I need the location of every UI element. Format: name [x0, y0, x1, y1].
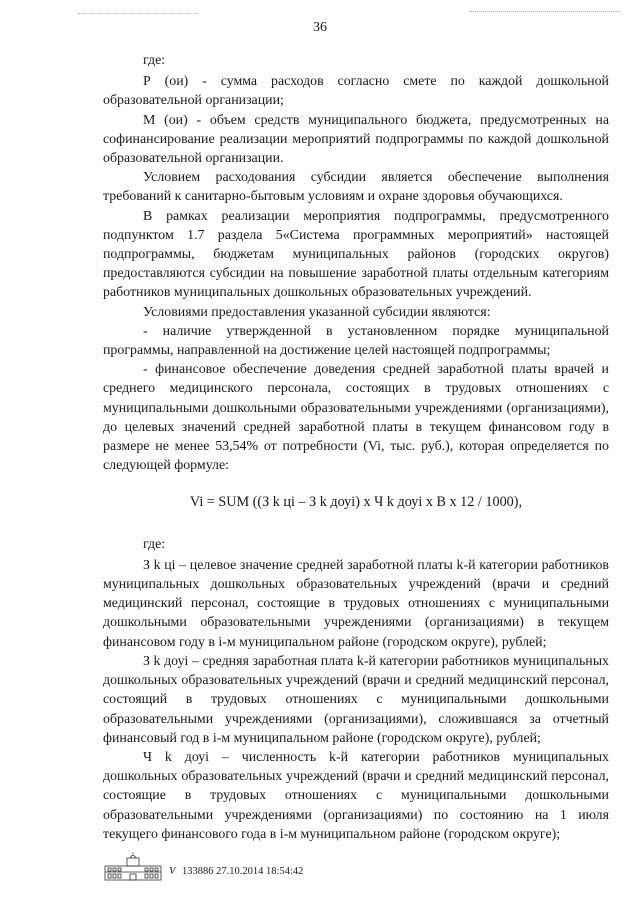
- definition-z-k-doui: З k доуi – средняя заработная плата k-й категории работников муниципальных дошкольных образовательных учреждений (врачи и средний медицинский персонал, состоящий в трудовых отношениях с муниципальными дошкольными образовательными учреждениями (организациями), сложившаяся за отчетный финансовый год в i-м муниципальном районе (городском округе), рублей;: [103, 653, 609, 746]
- registration-stamp: [169, 866, 303, 877]
- bullet-financing: - финансовое обеспечение доведения средней заработной платы врачей и среднего медицинского персонала, состоящих в трудовых отношениях с муниципальными дошкольными образовательными учреждениями (организациями), до целевых значений средней заработной платы в текущем финансовом году в размере не менее 53,54% от потребности (Vi, тыс. руб.), которая определяется по следующей формуле:: [103, 362, 609, 474]
- document-footer: [103, 852, 403, 884]
- paragraph-framework: В рамках реализации мероприятия подпрограммы, предусмотренного подпунктом 1.7 раздела 5«Система программных мероприятий» настоящей подпрограммы, бюджетам муниципальных районов (городских округов) предоставляются субсидии на повышение заработной платы отдельным категориям работников муниципальных дошкольных образовательных учреждений.: [103, 208, 609, 301]
- page-number: 36: [313, 20, 327, 35]
- paragraph-conditions-intro: Условиями предоставления указанной субсидии являются:: [143, 304, 491, 320]
- paragraph-condition: Условием расходования субсидии является обеспечение выполнения требований к санитарно-бытовым условиям и охране здоровья обучающихся.: [103, 170, 609, 205]
- scan-artifact-top-right: [470, 11, 620, 15]
- stamp-mark: V: [169, 866, 176, 877]
- formula: Vi = SUM ((З k цi – З k доуi) х Ч k доуi х В х 12 / 1000),: [189, 494, 523, 511]
- stamp-id-datetime: 133886 27.10.2014 18:54:42: [182, 866, 304, 877]
- definition-ch-k-doui: Ч k доуi – численность k-й категории работников муниципальных дошкольных образовательных учреждений (врачи и средний медицинский персонал, состоящие в трудовых отношениях с муниципальными дошкольными образовательными учреждениями (организациями) по состоянию на 1 июля текущего финансового года в i-м муниципальном районе (городском округе);: [103, 749, 609, 842]
- where-label-2: где:: [143, 536, 166, 552]
- definition-z-k-ci: З k цi – целевое значение средней заработной платы k-й категории работников муниципальных дошкольных образовательных учреждений (врачи и средний медицинский персонал, состоящие в трудовых отношениях с муниципальными дошкольными образовательными учреждениями (организациями) в текущем финансовом году в i-м муниципальном районе (городском округе), рублей;: [103, 557, 609, 650]
- paragraph-p-ou: Р (ои) - сумма расходов согласно смете по каждой дошкольной образовательной организации;: [103, 74, 609, 109]
- document-body: [103, 44, 609, 844]
- paragraph-m-ou: М (ои) - объем средств муниципального бюджета, предусмотренных на софинансирование реализации мероприятий подпрограммы по каждой дошкольной образовательной организации.: [103, 112, 609, 167]
- bullet-program: - наличие утвержденной в установленном порядке муниципальной программы, направленной на достижение целей настоящей подпрограммы;: [103, 323, 609, 359]
- government-building-icon: [103, 852, 163, 882]
- where-label-1: где:: [143, 53, 166, 68]
- scan-artifact-top-left: [78, 13, 198, 17]
